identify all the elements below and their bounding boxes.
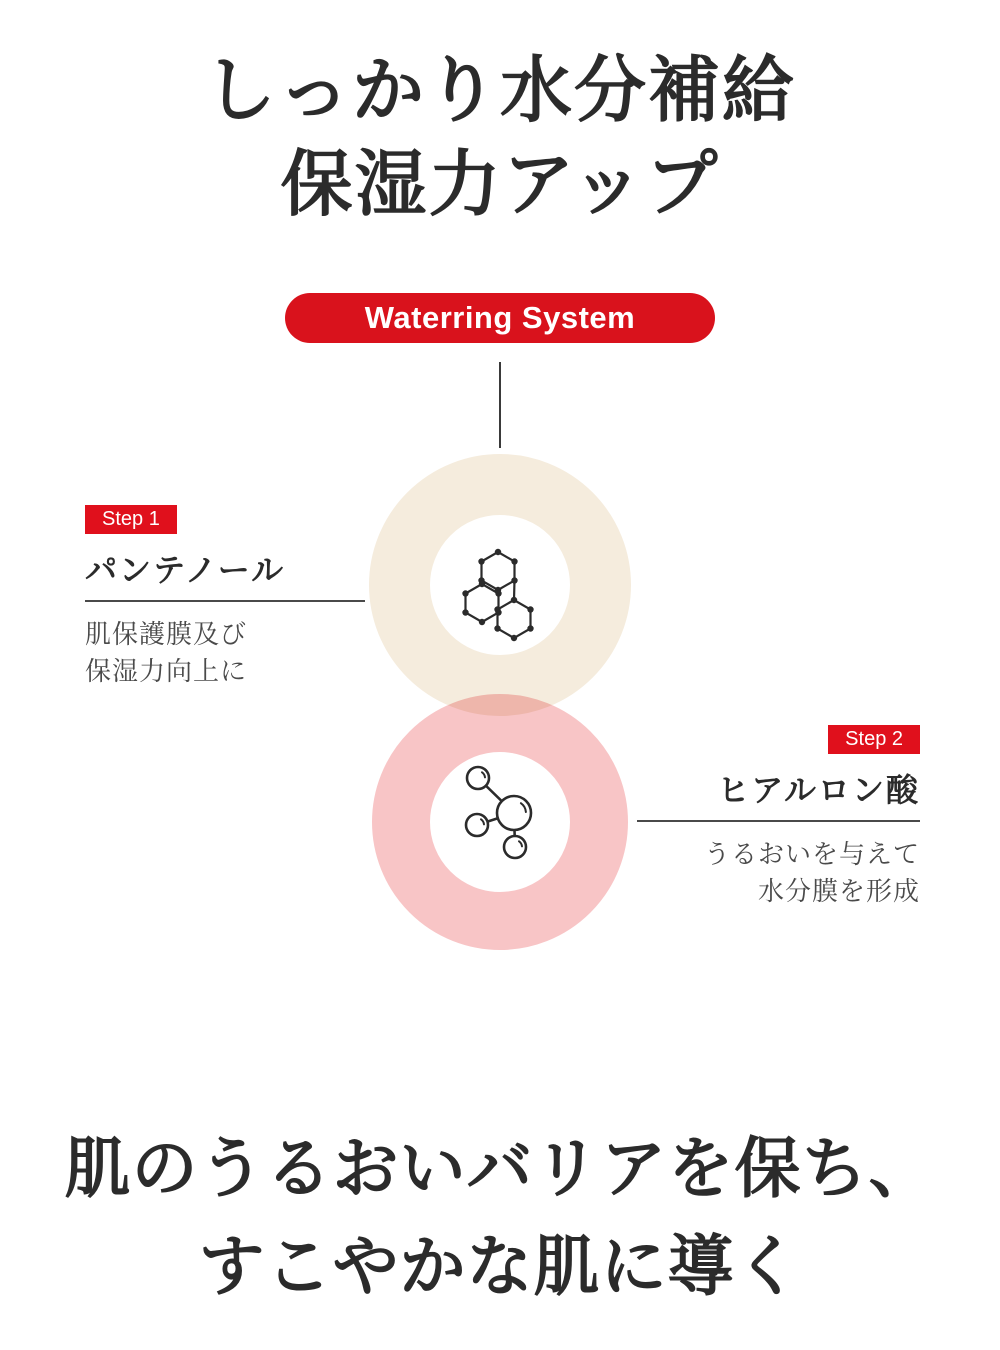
bottom-heading bbox=[0, 1119, 1000, 1315]
step2-underline bbox=[637, 820, 920, 822]
step2-title: ヒアルロン酸 bbox=[717, 772, 920, 808]
top-heading-line1: しっかり水分補給 bbox=[203, 51, 796, 131]
step1-desc-line1: 肌保護膜及び bbox=[85, 619, 248, 649]
sphere-molecule-icon bbox=[455, 765, 555, 860]
step2-desc-line1: うるおいを与えて bbox=[703, 839, 920, 869]
waterring-system-pill: Waterring System bbox=[285, 293, 715, 343]
step1-description bbox=[85, 616, 365, 690]
top-heading-line2: 保湿力アップ bbox=[280, 145, 720, 225]
bottom-heading-line2: すこやかな肌に導く bbox=[198, 1229, 802, 1303]
step2-badge: Step 2 bbox=[828, 725, 920, 754]
step2-block bbox=[637, 725, 920, 910]
connector-line bbox=[499, 362, 501, 448]
step2-desc-line2: 水分膜を形成 bbox=[757, 876, 920, 906]
step2-description bbox=[637, 836, 920, 910]
step1-title: パンテノール bbox=[85, 552, 286, 588]
step1-badge: Step 1 bbox=[85, 505, 177, 534]
step1-block bbox=[85, 505, 365, 690]
bottom-heading-line1: 肌のうるおいバリアを保ち、 bbox=[64, 1131, 936, 1205]
step1-underline bbox=[85, 600, 365, 602]
hexagon-molecule-icon bbox=[450, 540, 550, 645]
step1-desc-line2: 保湿力向上に bbox=[85, 656, 248, 686]
top-heading bbox=[0, 44, 1000, 232]
